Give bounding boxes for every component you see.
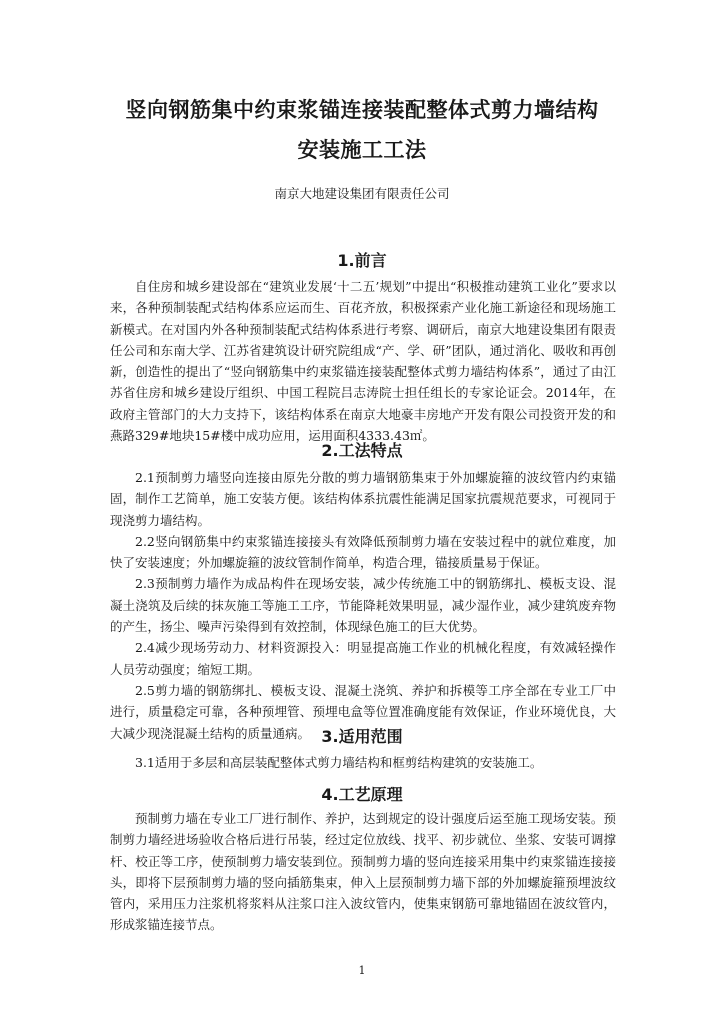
section-body-principle [110,808,616,936]
section-heading-preface: 1.前言 [337,251,387,270]
section-body-preface [110,276,616,446]
paragraph: 3.1适用于多层和高层装配整体式剪力墙结构和框剪结构建筑的安装施工。 [135,755,543,770]
paragraph: 2.2竖向钢筋集中约束浆锚连接接头有效降低预制剪力墙在安装过程中的就位难度，加快了安装速度；外加螺旋箍的波纹管制作简单，构造合理，锚接质量易于保证。 [110,533,616,571]
document-title-line-2: 安装施工工法 [297,138,427,162]
section-body-features [110,467,616,744]
paragraph: 2.1预制剪力墙竖向连接由原先分散的剪力墙钢筋集束于外加螺旋箍的波纹管内约束锚固，制作工艺简单，施工安装方便。该结构体系抗震性能满足国家抗震规范要求，可视同于现浇剪力墙结构。 [110,470,616,528]
section-heading-scope: 3.适用范围 [321,727,403,746]
page-number: 1 [358,964,366,977]
paragraph: 自住房和城乡建设部在“建筑业发展‘十二五’规划”中提出“积极推动建筑工业化”要求以来，各种预制装配式结构体系应运而生、百花齐放，积极探索产业化施工新途径和现场施工新模式。在对国内外各种预制装配式结构体系进行考察、调研后，南京大地建设集团有限责任公司和东南大学、江苏省建筑设计研究院组成“产、学、研”团队，通过消化、吸收和再创新，创造性的提出了“竖向钢筋集中约束浆锚连接装配整体式剪力墙结构体系”，通过了由江苏省住房和城乡建设厅组织、中国工程院吕志涛院士担任组长的专家论证会。2014年，在政府主管部门的大力支持下，该结构体系在南京大地豪丰房地产开发有限公司投资开发的和燕路329#地块15#楼中成功应用，运用面积4333.43㎡。 [110,279,616,444]
document-title-line-1: 竖向钢筋集中约束浆锚连接装配整体式剪力墙结构 [125,98,599,122]
section-body-scope [110,752,616,773]
section-heading-features: 2.工法特点 [321,441,403,460]
paragraph: 预制剪力墙在专业工厂进行制作、养护，达到规定的设计强度后运至施工现场安装。预制剪力墙经进场验收合格后进行吊装，经过定位放线、找平、初步就位、坐浆、安装可调撑杆、校正等工序，使预制剪力墙安装到位。预制剪力墙的竖向连接采用集中约束浆锚连接接头，即将下层预制剪力墙的竖向插筋集束，伸入上层预制剪力墙下部的外加螺旋箍预埋波纹管内，采用压力注浆机将浆料从注浆口注入波纹管内，使集束钢筋可靠地锚固在波纹管内，形成浆锚连接节点。 [110,811,616,933]
organization-name: 南京大地建设集团有限责任公司 [274,186,450,201]
paragraph: 2.4减少现场劳动力、材料资源投入：明显提高施工作业的机械化程度，有效减轻操作人员劳动强度；缩短工期。 [110,640,616,677]
section-heading-principle: 4.工艺原理 [321,785,403,804]
paragraph: 2.5剪力墙的钢筋绑扎、模板支设、混凝土浇筑、养护和拆模等工序全部在专业工厂中进行，质量稳定可靠，各种预埋管、预埋电盒等位置准确度能有效保证，作业环境优良，大大减少现浇混凝土结构的质量通病。 [110,682,616,741]
paragraph: 2.3预制剪力墙作为成品构件在现场安装，减少传统施工中的钢筋绑扎、模板支设、混凝土浇筑及后续的抹灰施工等施工工序，节能降耗效果明显，减少湿作业，减少建筑废弃物的产生，扬尘、噪声污染得到有效控制，体现绿色施工的巨大优势。 [110,576,616,635]
